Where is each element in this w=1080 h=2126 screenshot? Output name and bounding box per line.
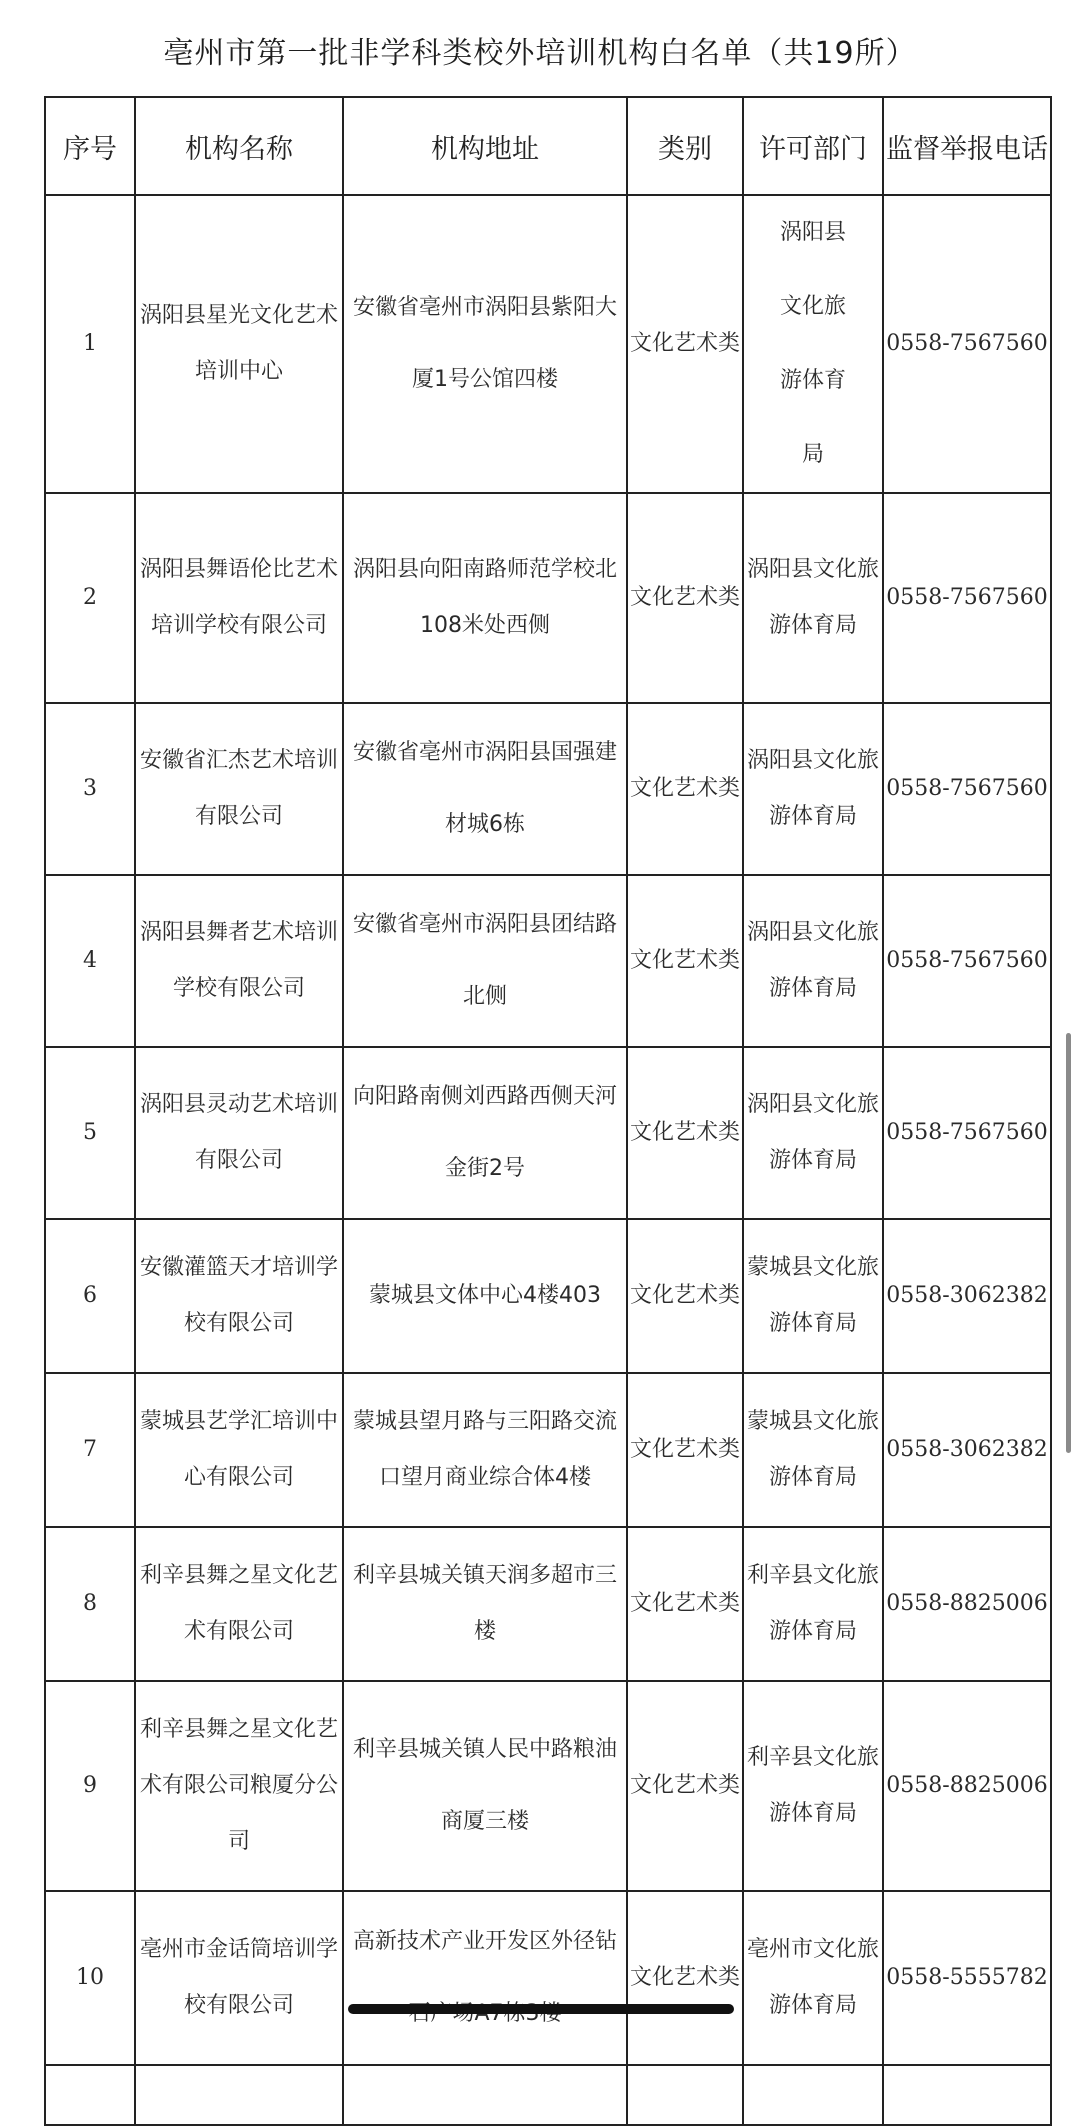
cell-index: 9 [45,1681,135,1891]
page-title: 亳州市第一批非学科类校外培训机构白名单（共19所） [163,36,917,71]
cell-empty [343,2065,627,2125]
cell-address: 安徽省亳州市涡阳县国强建材城6栋 [343,703,627,875]
cell-phone: 0558-7567560 [883,493,1051,703]
cell-address: 利辛县城关镇天润多超市三楼 [343,1527,627,1681]
table-row [45,1681,1051,1891]
whitelist-table [44,96,1052,2126]
table-row [45,703,1051,875]
cell-category: 文化艺术类 [627,703,743,875]
cell-category: 文化艺术类 [627,1527,743,1681]
cell-name: 涡阳县灵动艺术培训有限公司 [135,1047,343,1219]
cell-department: 利辛县文化旅游体育局 [743,1527,883,1681]
cell-address: 利辛县城关镇人民中路粮油商厦三楼 [343,1681,627,1891]
cell-department: 亳州市文化旅游体育局 [743,1891,883,2065]
table-row [45,1891,1051,2065]
scrollbar-thumb[interactable] [1066,1033,1071,1453]
table-row [45,875,1051,1047]
cell-category: 文化艺术类 [627,1891,743,2065]
cell-address: 蒙城县文体中心4楼403 [343,1219,627,1373]
cell-address: 安徽省亳州市涡阳县团结路北侧 [343,875,627,1047]
cell-name: 涡阳县舞者艺术培训学校有限公司 [135,875,343,1047]
cell-empty [45,2065,135,2125]
cell-empty [135,2065,343,2125]
table-row [45,1047,1051,1219]
cell-name: 涡阳县舞语伦比艺术培训学校有限公司 [135,493,343,703]
cell-department: 涡阳县文化旅游体育局 [743,1047,883,1219]
cell-index: 5 [45,1047,135,1219]
cell-empty [627,2065,743,2125]
cell-department: 蒙城县文化旅游体育局 [743,1219,883,1373]
cell-address: 涡阳县向阳南路师范学校北108米处西侧 [343,493,627,703]
cell-address: 蒙城县望月路与三阳路交流口望月商业综合体4楼 [343,1373,627,1527]
cell-index: 2 [45,493,135,703]
cell-phone: 0558-8825006 [883,1527,1051,1681]
cell-phone: 0558-7567560 [883,703,1051,875]
header-phone: 监督举报电话 [883,97,1051,195]
cell-category: 文化艺术类 [627,875,743,1047]
cell-address: 高新技术产业开发区外径钻 [343,1891,627,2065]
cell-phone: 0558-3062382 [883,1219,1051,1373]
cell-name: 涡阳县星光文化艺术培训中心 [135,195,343,493]
cell-address: 向阳路南侧刘西路西侧天河金街2号 [343,1047,627,1219]
header-address: 机构地址 [343,97,627,195]
cell-empty [743,2065,883,2125]
table-row [45,195,1051,493]
cell-index: 3 [45,703,135,875]
cell-index: 8 [45,1527,135,1681]
cell-category: 文化艺术类 [627,1681,743,1891]
cell-category: 文化艺术类 [627,1373,743,1527]
header-name: 机构名称 [135,97,343,195]
table-row [45,1527,1051,1681]
cell-category: 文化艺术类 [627,1219,743,1373]
cell-name: 安徽灌篮天才培训学校有限公司 [135,1219,343,1373]
cell-department: 利辛县文化旅游体育局 [743,1681,883,1891]
cell-name: 安徽省汇杰艺术培训有限公司 [135,703,343,875]
cell-index: 1 [45,195,135,493]
cell-name: 蒙城县艺学汇培训中心有限公司 [135,1373,343,1527]
cell-phone: 0558-5555782 [883,1891,1051,2065]
cell-phone: 0558-7567560 [883,195,1051,493]
header-category: 类别 [627,97,743,195]
cell-phone: 0558-7567560 [883,1047,1051,1219]
cell-address: 安徽省亳州市涡阳县紫阳大厦1号公馆四楼 [343,195,627,493]
table-row-partial [45,2065,1051,2125]
table-row [45,1373,1051,1527]
header-index: 序号 [45,97,135,195]
cell-department: 蒙城县文化旅游体育局 [743,1373,883,1527]
cell-department: 涡阳县文化旅游体育局 [743,703,883,875]
table-row [45,1219,1051,1373]
cell-phone: 0558-7567560 [883,875,1051,1047]
cell-name: 利辛县舞之星文化艺术有限公司 [135,1527,343,1681]
cell-index: 6 [45,1219,135,1373]
table-row [45,493,1051,703]
cell-department: 涡阳县文化旅游体育局 [743,195,883,493]
header-department: 许可部门 [743,97,883,195]
cell-name: 利辛县舞之星文化艺术有限公司粮厦分公司 [135,1681,343,1891]
cell-category: 文化艺术类 [627,493,743,703]
table-header-row [45,97,1051,195]
cell-phone: 0558-8825006 [883,1681,1051,1891]
cell-phone: 0558-3062382 [883,1373,1051,1527]
home-indicator[interactable] [348,2004,734,2014]
cell-category: 文化艺术类 [627,1047,743,1219]
cell-department: 涡阳县文化旅游体育局 [743,493,883,703]
cell-name: 亳州市金话筒培训学校有限公司 [135,1891,343,2065]
cell-index: 4 [45,875,135,1047]
cell-category: 文化艺术类 [627,195,743,493]
cell-empty [883,2065,1051,2125]
cell-department: 涡阳县文化旅游体育局 [743,875,883,1047]
cell-index: 10 [45,1891,135,2065]
cell-index: 7 [45,1373,135,1527]
